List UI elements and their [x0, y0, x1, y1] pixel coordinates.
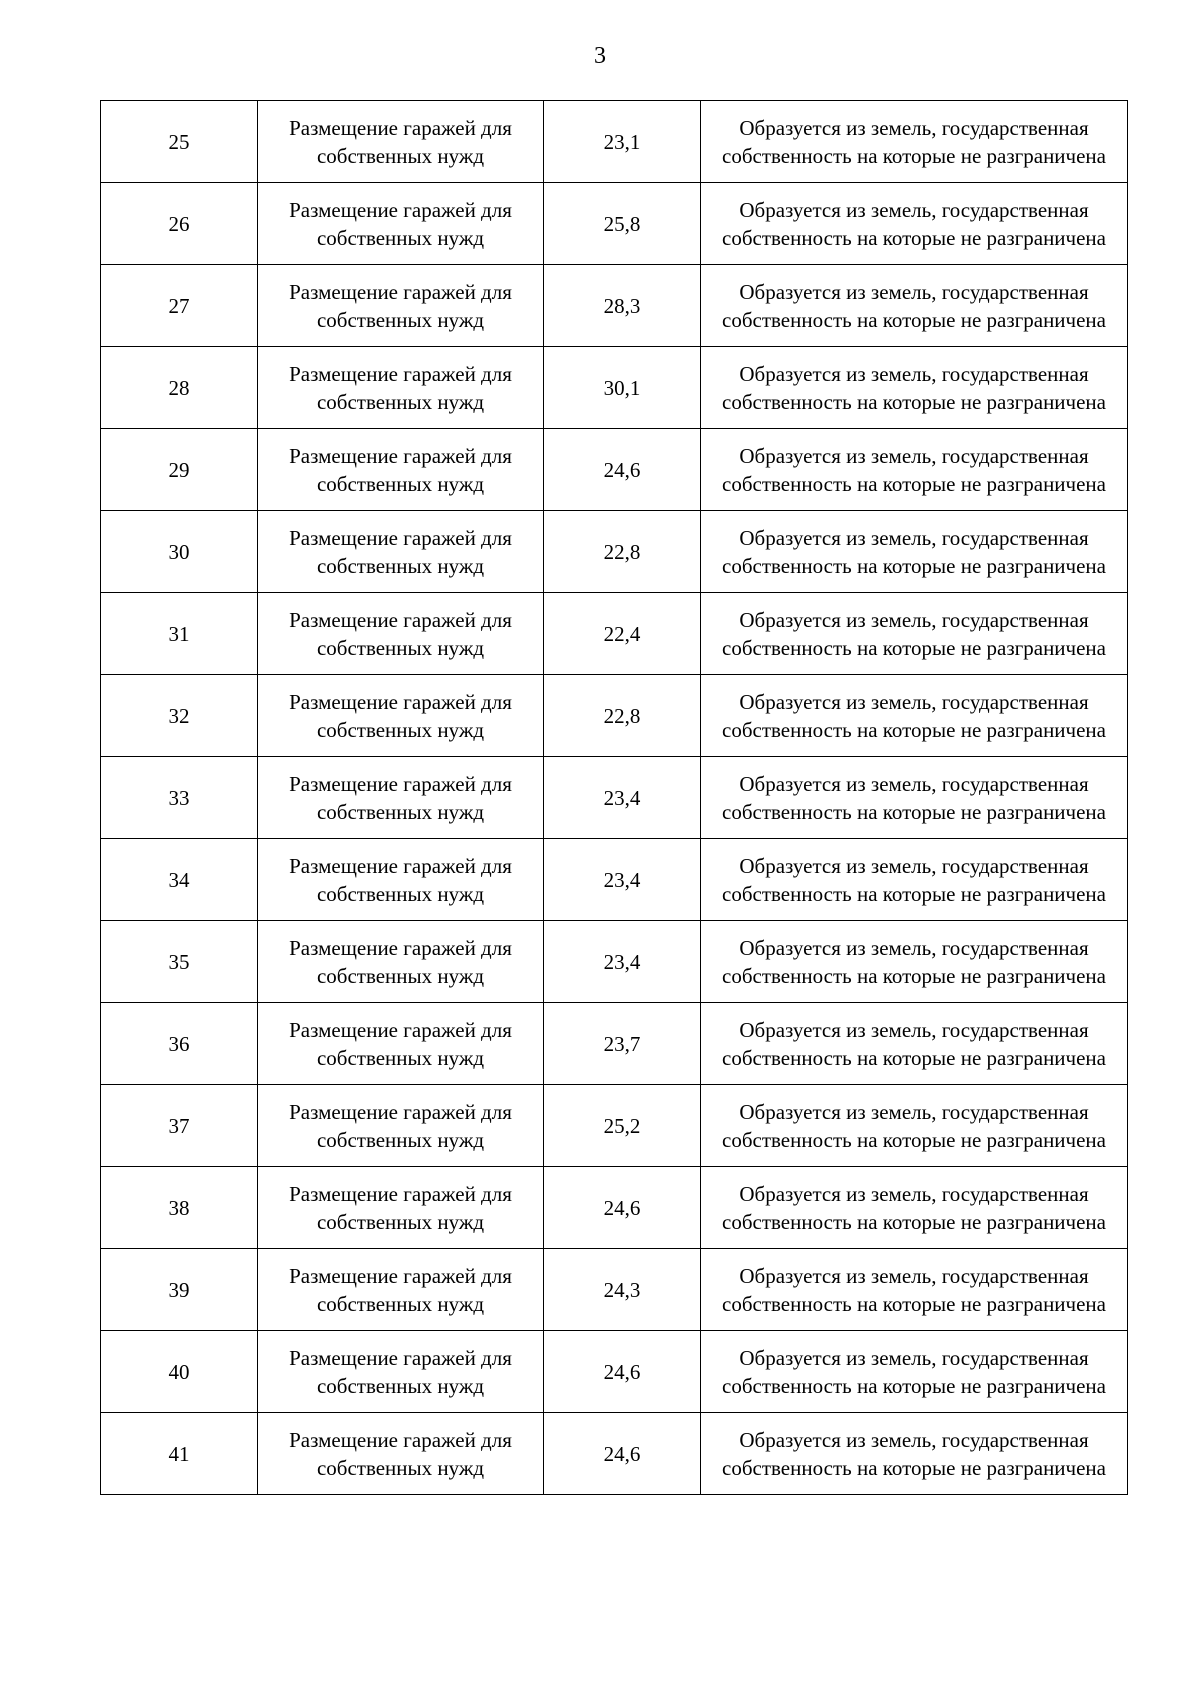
- table-row: [101, 1413, 1128, 1495]
- table-row: [101, 511, 1128, 593]
- table-row: [101, 921, 1128, 1003]
- cell-note: Образуется из земель, государственная собственность на которые не разграничена: [701, 675, 1128, 757]
- cell-area: 23,4: [544, 757, 701, 839]
- cell-area: 22,8: [544, 511, 701, 593]
- cell-permitted-use: Размещение гаражей для собственных нужд: [258, 757, 544, 839]
- cell-area: 24,6: [544, 1413, 701, 1495]
- cell-permitted-use: Размещение гаражей для собственных нужд: [258, 839, 544, 921]
- table-row: [101, 1331, 1128, 1413]
- cell-permitted-use: Размещение гаражей для собственных нужд: [258, 511, 544, 593]
- cell-note: Образуется из земель, государственная собственность на которые не разграничена: [701, 839, 1128, 921]
- cell-permitted-use: Размещение гаражей для собственных нужд: [258, 921, 544, 1003]
- cell-note: Образуется из земель, государственная собственность на которые не разграничена: [701, 183, 1128, 265]
- cell-note: Образуется из земель, государственная собственность на которые не разграничена: [701, 347, 1128, 429]
- cell-permitted-use: Размещение гаражей для собственных нужд: [258, 1167, 544, 1249]
- table-row: [101, 675, 1128, 757]
- cell-note: Образуется из земель, государственная собственность на которые не разграничена: [701, 429, 1128, 511]
- cell-note: Образуется из земель, государственная собственность на которые не разграничена: [701, 593, 1128, 675]
- land-plots-table-body: [101, 101, 1128, 1495]
- table-row: [101, 183, 1128, 265]
- table-row: [101, 347, 1128, 429]
- cell-number: 38: [101, 1167, 258, 1249]
- table-row: [101, 593, 1128, 675]
- cell-area: 25,2: [544, 1085, 701, 1167]
- cell-number: 35: [101, 921, 258, 1003]
- table-row: [101, 1085, 1128, 1167]
- cell-area: 24,3: [544, 1249, 701, 1331]
- cell-permitted-use: Размещение гаражей для собственных нужд: [258, 347, 544, 429]
- cell-number: 26: [101, 183, 258, 265]
- cell-area: 22,4: [544, 593, 701, 675]
- cell-area: 24,6: [544, 1331, 701, 1413]
- cell-number: 37: [101, 1085, 258, 1167]
- cell-area: 24,6: [544, 1167, 701, 1249]
- cell-area: 23,4: [544, 839, 701, 921]
- cell-note: Образуется из земель, государственная собственность на которые не разграничена: [701, 921, 1128, 1003]
- cell-permitted-use: Размещение гаражей для собственных нужд: [258, 265, 544, 347]
- cell-number: 32: [101, 675, 258, 757]
- table-row: [101, 1249, 1128, 1331]
- land-plots-table: [100, 100, 1128, 1495]
- cell-note: Образуется из земель, государственная собственность на которые не разграничена: [701, 101, 1128, 183]
- cell-note: Образуется из земель, государственная собственность на которые не разграничена: [701, 757, 1128, 839]
- cell-number: 29: [101, 429, 258, 511]
- cell-permitted-use: Размещение гаражей для собственных нужд: [258, 1085, 544, 1167]
- cell-permitted-use: Размещение гаражей для собственных нужд: [258, 1413, 544, 1495]
- cell-permitted-use: Размещение гаражей для собственных нужд: [258, 1331, 544, 1413]
- table-row: [101, 265, 1128, 347]
- table-row: [101, 839, 1128, 921]
- cell-number: 33: [101, 757, 258, 839]
- cell-area: 25,8: [544, 183, 701, 265]
- cell-number: 25: [101, 101, 258, 183]
- cell-number: 28: [101, 347, 258, 429]
- cell-number: 34: [101, 839, 258, 921]
- cell-permitted-use: Размещение гаражей для собственных нужд: [258, 1003, 544, 1085]
- cell-number: 39: [101, 1249, 258, 1331]
- cell-note: Образуется из земель, государственная собственность на которые не разграничена: [701, 1167, 1128, 1249]
- cell-number: 27: [101, 265, 258, 347]
- cell-number: 40: [101, 1331, 258, 1413]
- cell-permitted-use: Размещение гаражей для собственных нужд: [258, 1249, 544, 1331]
- table-row: [101, 1003, 1128, 1085]
- cell-note: Образуется из земель, государственная собственность на которые не разграничена: [701, 1331, 1128, 1413]
- cell-note: Образуется из земель, государственная собственность на которые не разграничена: [701, 1249, 1128, 1331]
- table-row: [101, 1167, 1128, 1249]
- cell-note: Образуется из земель, государственная собственность на которые не разграничена: [701, 1003, 1128, 1085]
- cell-permitted-use: Размещение гаражей для собственных нужд: [258, 593, 544, 675]
- cell-permitted-use: Размещение гаражей для собственных нужд: [258, 101, 544, 183]
- table-row: [101, 101, 1128, 183]
- cell-permitted-use: Размещение гаражей для собственных нужд: [258, 675, 544, 757]
- table-row: [101, 757, 1128, 839]
- cell-number: 31: [101, 593, 258, 675]
- cell-area: 23,7: [544, 1003, 701, 1085]
- cell-permitted-use: Размещение гаражей для собственных нужд: [258, 429, 544, 511]
- page-number: 3: [594, 43, 606, 69]
- cell-area: 28,3: [544, 265, 701, 347]
- cell-area: 22,8: [544, 675, 701, 757]
- cell-area: 23,4: [544, 921, 701, 1003]
- cell-note: Образуется из земель, государственная собственность на которые не разграничена: [701, 1085, 1128, 1167]
- table-row: [101, 429, 1128, 511]
- cell-number: 41: [101, 1413, 258, 1495]
- cell-note: Образуется из земель, государственная собственность на которые не разграничена: [701, 511, 1128, 593]
- cell-area: 24,6: [544, 429, 701, 511]
- cell-note: Образуется из земель, государственная собственность на которые не разграничена: [701, 1413, 1128, 1495]
- cell-number: 30: [101, 511, 258, 593]
- cell-note: Образуется из земель, государственная собственность на которые не разграничена: [701, 265, 1128, 347]
- cell-area: 30,1: [544, 347, 701, 429]
- cell-area: 23,1: [544, 101, 701, 183]
- cell-permitted-use: Размещение гаражей для собственных нужд: [258, 183, 544, 265]
- cell-number: 36: [101, 1003, 258, 1085]
